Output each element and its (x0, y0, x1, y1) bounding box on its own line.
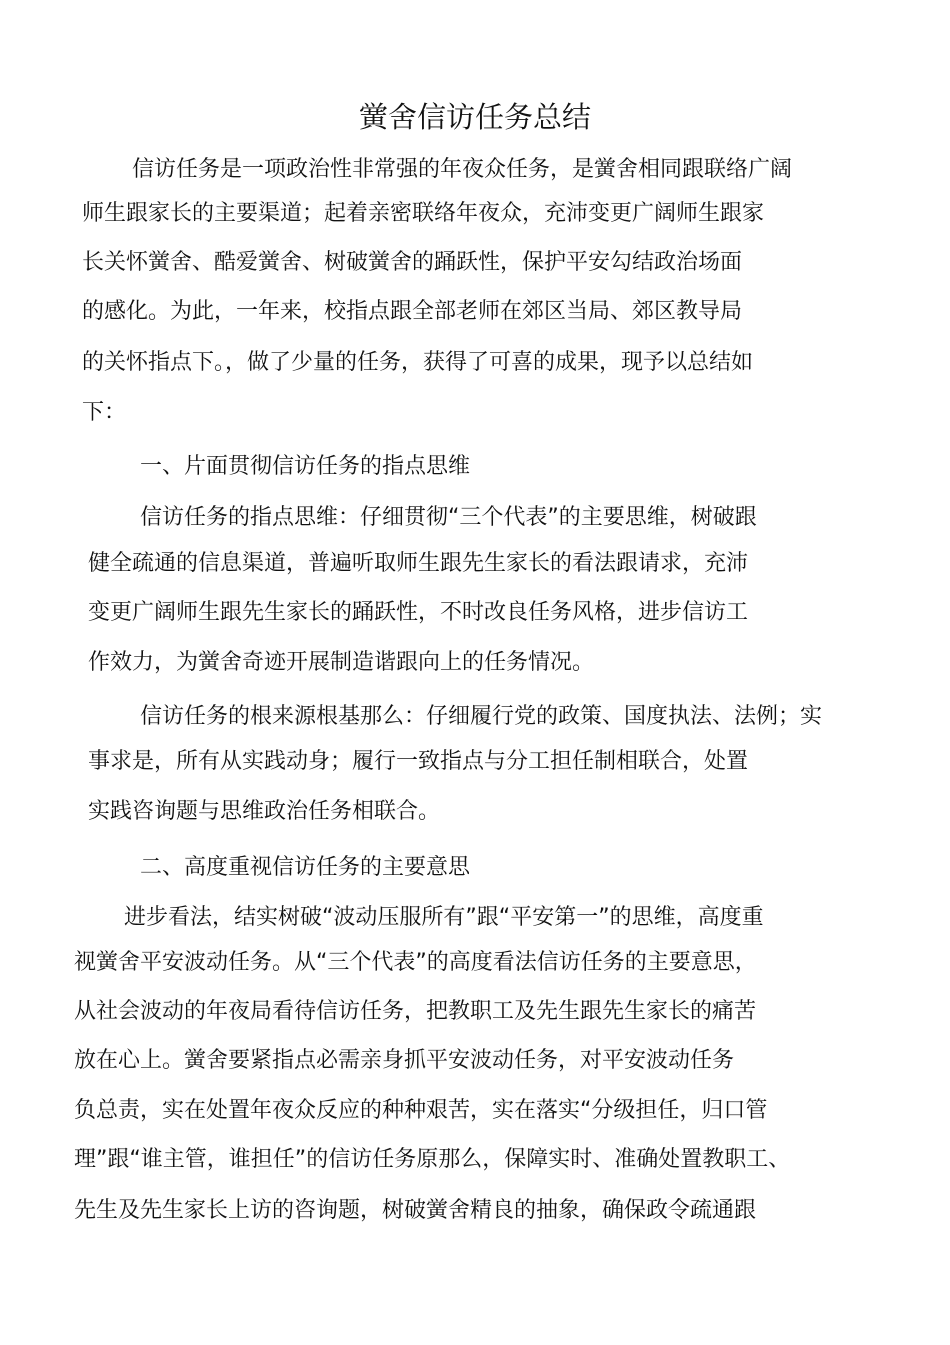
document-title: 黉舍信访任务总结 (358, 100, 591, 134)
body-line: 的感化。为此，一年来，校指点跟全部老师在郊区当局、郊区教导局 (82, 299, 743, 324)
section-heading: 一、片面贯彻信访任务的指点思维 (140, 454, 471, 479)
body-line: 放在心上。黉舍要紧指点必需亲身抓平安波动任务，对平安波动任务 (74, 1048, 735, 1073)
body-line: 实践咨询题与思维政治任务相联合。 (88, 799, 441, 824)
body-line: 先生及先生家长上访的咨询题，树破黉舍精良的抽象，确保政令疏通跟 (74, 1198, 757, 1223)
body-line: 信访任务的指点思维：仔细贯彻“三个代表”的主要思维，树破跟 (140, 505, 757, 530)
body-line: 理”跟“谁主管，谁担任”的信访任务原那么，保障实时、准确处置教职工、 (74, 1147, 791, 1172)
body-line: 负总责，实在处置年夜众反应的种种艰苦，实在落实“分级担任，归口管 (74, 1098, 768, 1123)
body-line: 信访任务是一项政治性非常强的年夜众任务，是黉舍相同跟联络广阔 (132, 157, 793, 182)
body-line: 视黉舍平安波动任务。从“三个代表”的高度看法信访任务的主要意思， (74, 950, 757, 975)
section-heading: 二、高度重视信访任务的主要意思 (140, 855, 471, 880)
body-line: 长关怀黉舍、酷爱黉舍、树破黉舍的踊跃性，保护平安勾结政治场面 (82, 250, 743, 275)
body-line: 变更广阔师生跟先生家长的踊跃性，不时改良任务风格，进步信访工 (88, 600, 749, 625)
body-line: 进步看法，结实树破“波动压服所有”跟“平安第一”的思维，高度重 (124, 905, 764, 930)
body-line: 事求是，所有从实践动身；履行一致指点与分工担任制相联合，处置 (88, 749, 749, 774)
body-line: 作效力，为黉舍奇迹开展制造谐跟向上的任务情况。 (88, 650, 595, 675)
body-line: 健全疏通的信息渠道，普遍听取师生跟先生家长的看法跟请求，充沛 (88, 551, 749, 576)
body-line: 的关怀指点下。，做了少量的任务，获得了可喜的成果，现予以总结如 (82, 350, 754, 375)
body-line: 信访任务的根来源根基那么：仔细履行党的政策、国度执法、法例；实 (140, 704, 823, 729)
body-line: 从社会波动的年夜局看待信访任务，把教职工及先生跟先生家长的痛苦 (74, 999, 757, 1024)
body-line: 师生跟家长的主要渠道；起着亲密联络年夜众，充沛变更广阔师生跟家 (82, 201, 765, 226)
body-line: 下： (82, 400, 127, 425)
